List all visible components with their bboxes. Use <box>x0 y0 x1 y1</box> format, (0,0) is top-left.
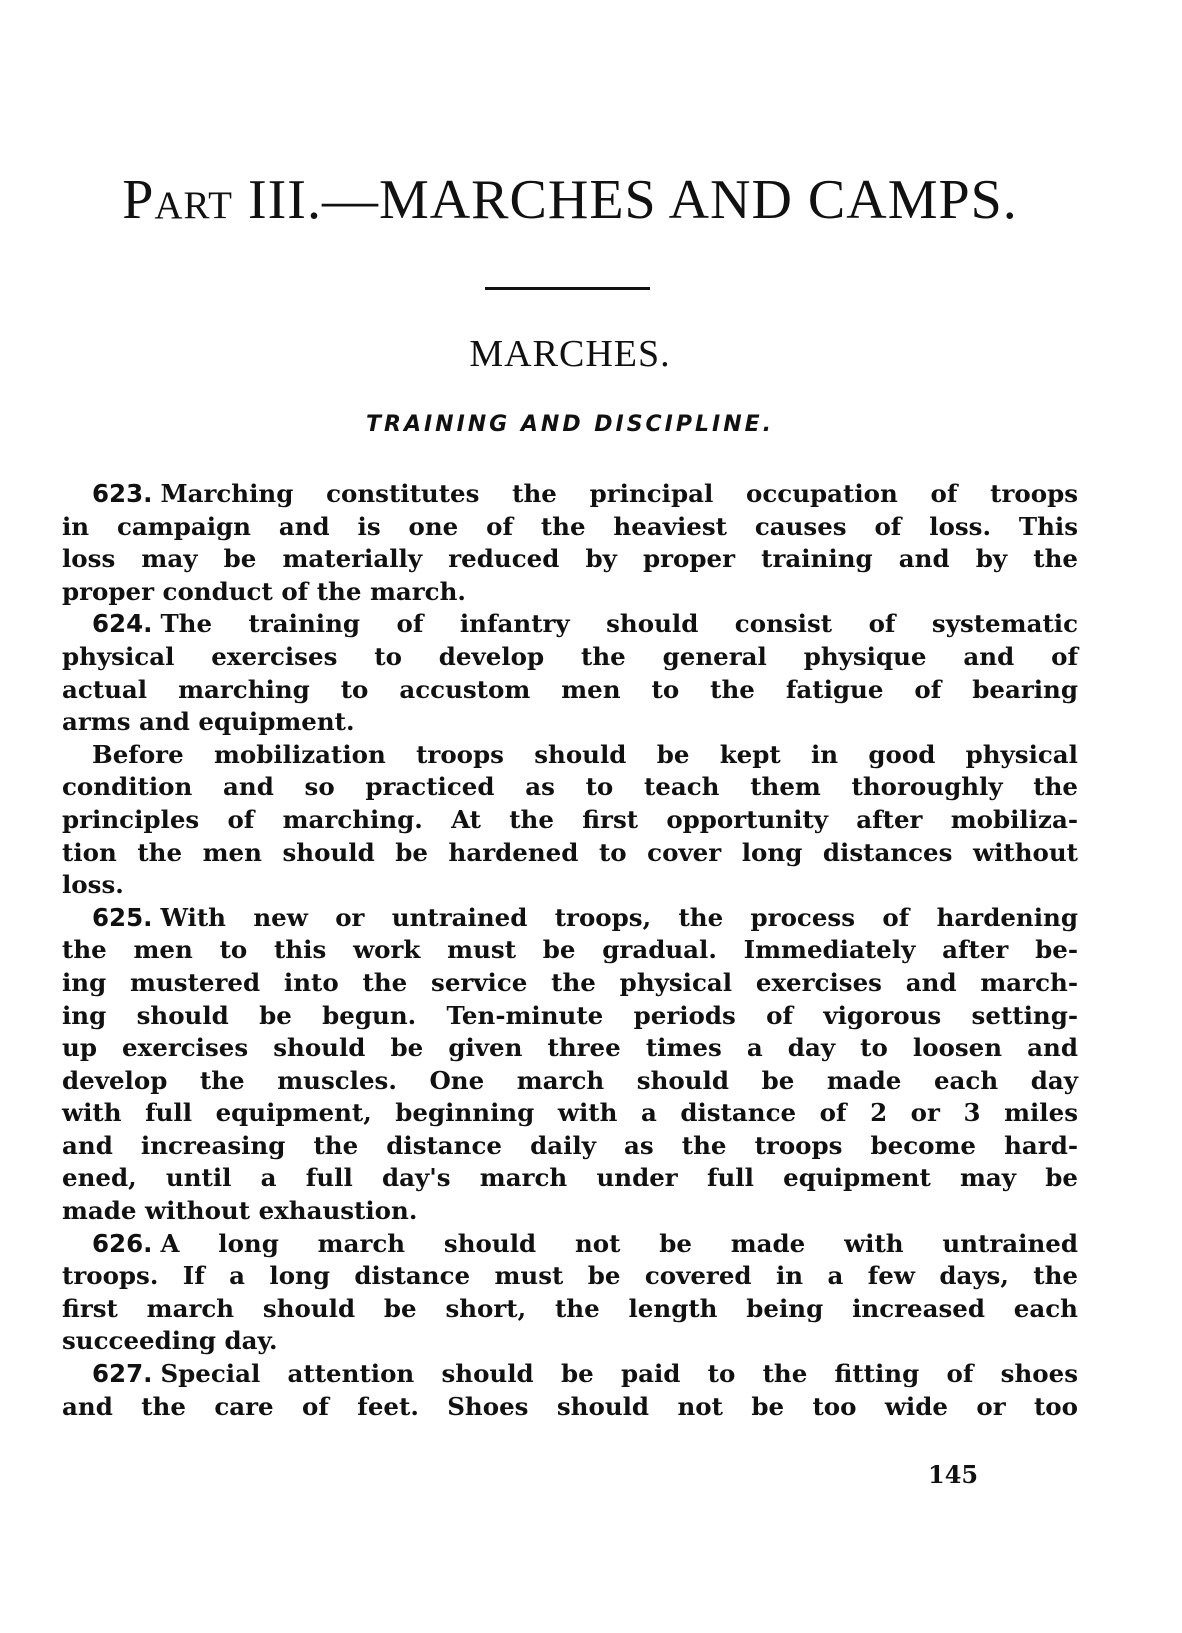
line-text: loss. <box>62 870 124 900</box>
line-text: troops. If a long distance must be covered in a few days, the <box>62 1261 1078 1291</box>
line-text: and the care of feet. Shoes should not be too wide or too <box>62 1391 1078 1421</box>
text-line <box>62 1000 1078 1033</box>
text-line <box>62 543 1078 576</box>
line-text: The training of infantry should consist of systematic <box>160 609 1078 639</box>
line-text: in campaign and is one of the heaviest causes of loss. This <box>62 511 1078 541</box>
text-line <box>62 902 1078 935</box>
text-line <box>62 478 1078 511</box>
text-line <box>62 739 1078 772</box>
line-text: Before mobilization troops should be kept in good physical <box>92 739 1078 769</box>
paragraph-number: 627. <box>92 1359 153 1389</box>
line-text: Special attention should be paid to the fitting of shoes <box>160 1359 1078 1389</box>
paragraph-number: 623. <box>92 479 153 508</box>
line-text: succeeding day. <box>62 1326 278 1356</box>
text-line <box>62 608 1078 641</box>
line-text: principles of marching. At the first opportunity after mobiliza- <box>62 804 1078 834</box>
text-line <box>62 1162 1078 1195</box>
text-line <box>62 674 1078 707</box>
title-divider <box>485 287 650 290</box>
text-line <box>62 804 1078 837</box>
text-line <box>62 706 1078 739</box>
text-line <box>62 1032 1078 1065</box>
line-text: ing mustered into the service the physical exercises and march- <box>62 967 1078 997</box>
text-line <box>62 1065 1078 1098</box>
line-text: A long march should not be made with untrained <box>160 1228 1078 1258</box>
paragraph-number: 624. <box>92 609 153 639</box>
line-text: develop the muscles. One march should be made each day <box>62 1065 1078 1095</box>
line-text: physical exercises to develop the general physique and of <box>62 641 1078 671</box>
subsection-heading: TRAINING AND DISCIPLINE. <box>366 412 774 437</box>
line-text: arms and equipment. <box>62 707 355 737</box>
text-line <box>62 967 1078 1000</box>
paragraph-number: 625. <box>92 902 153 932</box>
line-text: the men to this work must be gradual. Immediately after be- <box>62 935 1078 965</box>
page-number: 145 <box>928 1460 979 1489</box>
body-text <box>62 478 1078 1423</box>
line-text: proper conduct of the march. <box>62 576 466 606</box>
text-line <box>62 1293 1078 1326</box>
text-line <box>62 511 1078 544</box>
line-text: made without exhaustion. <box>62 1196 418 1226</box>
line-text: and increasing the distance daily as the troops become hard- <box>62 1130 1078 1160</box>
line-text: ened, until a full day's march under full equipment may be <box>62 1163 1078 1193</box>
text-line <box>62 869 1078 902</box>
text-line <box>62 1325 1078 1358</box>
paragraph-number: 626. <box>92 1228 153 1258</box>
line-text: condition and so practiced as to teach them thoroughly the <box>62 772 1078 802</box>
section-heading: MARCHES. <box>469 333 671 375</box>
line-text: tion the men should be hardened to cover long distances without <box>62 837 1078 867</box>
line-text: With new or untrained troops, the process of hardening <box>160 902 1078 932</box>
text-line <box>62 771 1078 804</box>
line-text: ing should be begun. Ten-minute periods of vigorous setting- <box>62 1000 1078 1030</box>
text-line <box>62 1195 1078 1228</box>
text-line <box>62 837 1078 870</box>
text-line <box>62 1391 1078 1424</box>
line-text: first march should be short, the length being increased each <box>62 1293 1078 1323</box>
text-line <box>62 641 1078 674</box>
line-text: actual marching to accustom men to the fatigue of bearing <box>62 674 1078 704</box>
part-title: Part III.—MARCHES AND CAMPS. <box>122 169 1018 231</box>
text-line <box>62 934 1078 967</box>
text-line <box>62 576 1078 609</box>
text-line <box>62 1130 1078 1163</box>
line-text: Marching constitutes the principal occupation of troops <box>160 479 1078 508</box>
line-text: up exercises should be given three times a day to loosen and <box>62 1033 1078 1063</box>
text-line <box>62 1228 1078 1261</box>
line-text: with full equipment, beginning with a distance of 2 or 3 miles <box>62 1098 1078 1128</box>
line-text: loss may be materially reduced by proper training and by the <box>62 544 1078 574</box>
text-line <box>62 1097 1078 1130</box>
text-line <box>62 1260 1078 1293</box>
text-line <box>62 1358 1078 1391</box>
